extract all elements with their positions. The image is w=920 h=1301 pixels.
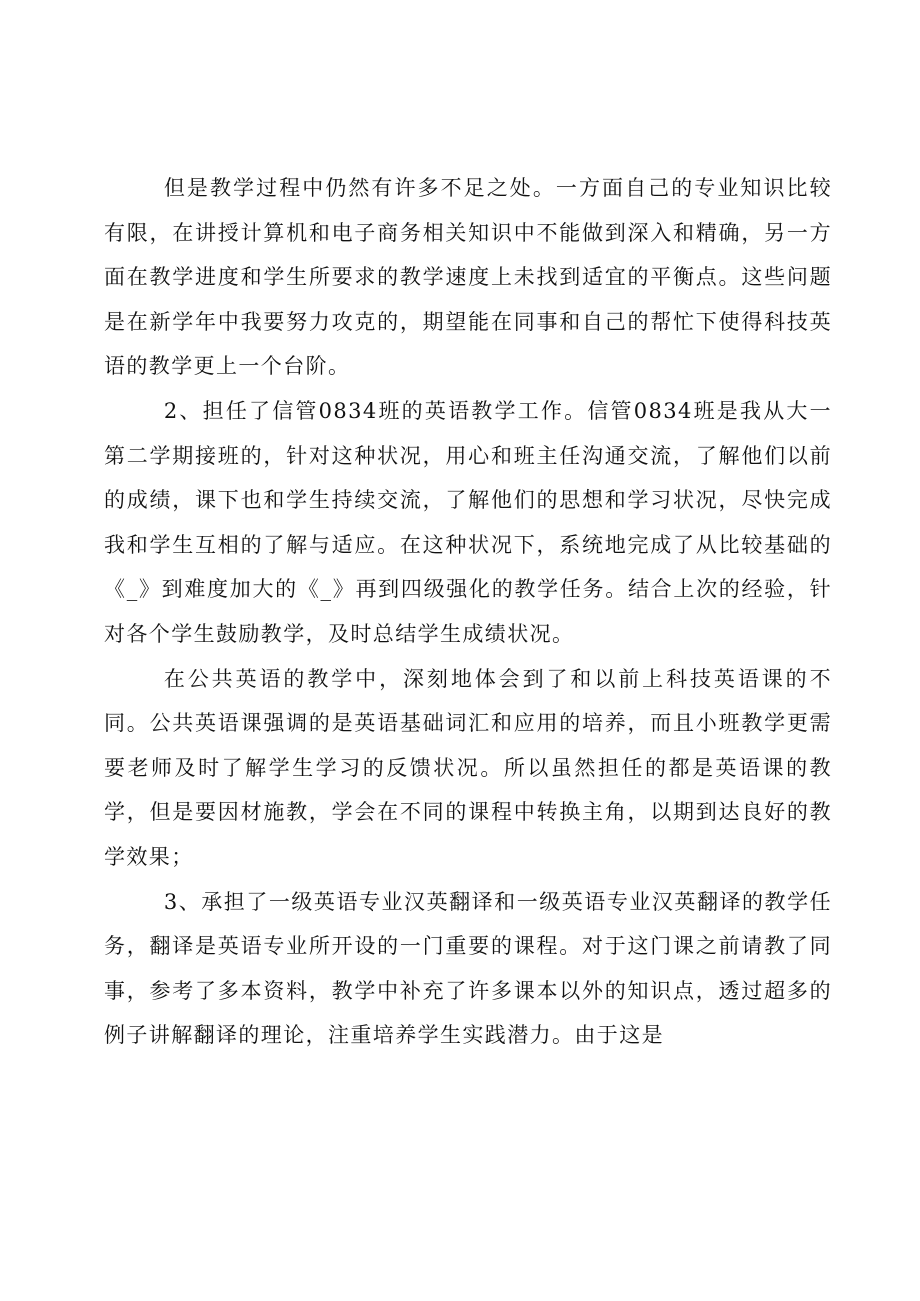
paragraph-teaching-shortcomings: 但是教学过程中仍然有许多不足之处。一方面自己的专业知识比较有限，在讲授计算机和电子商务相关知识中不能做到深入和精确，另一方面在教学进度和学生所要求的教学速度上未找到适宜的平衡点。这些问题是在新学年中我要努力攻克的，期望能在同事和自己的帮忙下使得科技英语的教学更上一个台阶。 [104,176,832,379]
paragraph-public-english: 在公共英语的教学中，深刻地体会到了和以前上科技英语课的不同。公共英语课强调的是英语基础词汇和应用的培养，而且小班教学更需要老师及时了解学生学习的反馈状况。所以虽然担任的都是英语课的教学，但是要因材施教，学会在不同的课程中转换主角，以期到达良好的教学效果； [104,666,832,869]
document-body [104,166,832,1058]
paragraph-translation-course: 3、承担了一级英语专业汉英翻译和一级英语专业汉英翻译的教学任务，翻译是英语专业所开设的一门重要的课程。对于这门课之前请教了同事，参考了多本资料，教学中补充了许多课本以外的知识点，透过超多的例子讲解翻译的理论，注重培养学生实践潜力。由于这是 [104,889,832,1048]
paragraph-class-0834-teaching: 2、担任了信管0834班的英语教学工作。信管0834班是我从大一第二学期接班的，针对这种状况，用心和班主任沟通交流，了解他们以前的成绩，课下也和学生持续交流，了解他们的思想和学习状况，尽快完成我和学生互相的了解与适应。在这种状况下，系统地完成了从比较基础的《_》到难度加大的《_》再到四级强化的教学任务。结合上次的经验，针对各个学生鼓励教学，及时总结学生成绩状况。 [104,398,832,646]
